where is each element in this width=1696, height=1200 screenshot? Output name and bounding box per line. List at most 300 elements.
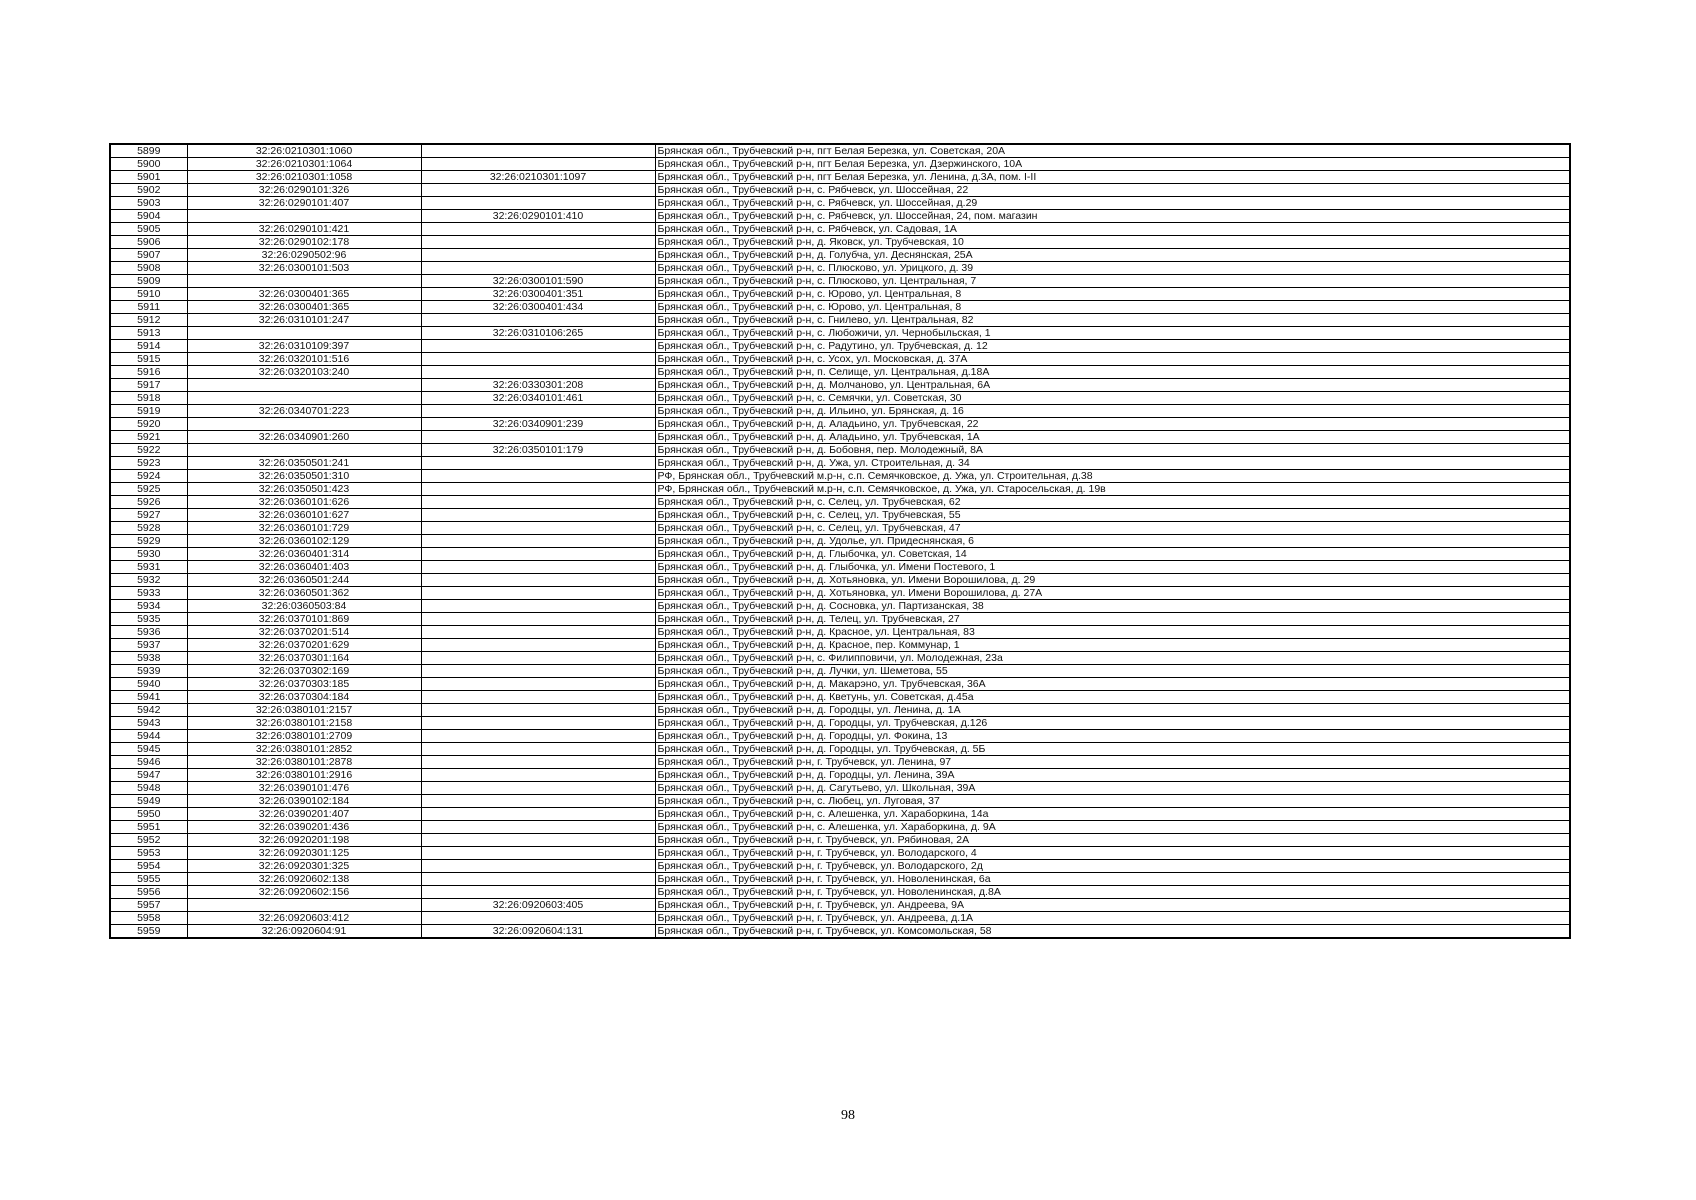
table-row <box>110 626 1570 639</box>
building-cadastral-number-cell <box>421 743 655 756</box>
address-cell: Брянская обл., Трубчевский р-н, с. Рябчевск, ул. Шоссейная, 24, пом. магазин <box>655 210 1570 223</box>
row-number-cell: 5917 <box>110 379 187 392</box>
land-cadastral-number-cell: 32:26:0300401:365 <box>187 301 421 314</box>
table-row <box>110 704 1570 717</box>
table-row <box>110 496 1570 509</box>
building-cadastral-number-cell <box>421 613 655 626</box>
table-row <box>110 717 1570 730</box>
table-row <box>110 470 1570 483</box>
address-cell: Брянская обл., Трубчевский р-н, г. Трубчевск, ул. Володарского, 4 <box>655 847 1570 860</box>
row-number-cell: 5957 <box>110 899 187 912</box>
building-cadastral-number-cell <box>421 353 655 366</box>
table-row <box>110 743 1570 756</box>
table-row <box>110 925 1570 939</box>
address-cell: Брянская обл., Трубчевский р-н, д. Городцы, ул. Трубчевская, д. 5Б <box>655 743 1570 756</box>
row-number-cell: 5906 <box>110 236 187 249</box>
building-cadastral-number-cell <box>421 236 655 249</box>
row-number-cell: 5912 <box>110 314 187 327</box>
table-row <box>110 886 1570 899</box>
building-cadastral-number-cell <box>421 795 655 808</box>
table-row <box>110 769 1570 782</box>
row-number-cell: 5952 <box>110 834 187 847</box>
address-cell: Брянская обл., Трубчевский р-н, с. Плюсково, ул. Урицкого, д. 39 <box>655 262 1570 275</box>
address-cell: Брянская обл., Трубчевский р-н, г. Трубчевск, ул. Ленина, 97 <box>655 756 1570 769</box>
address-cell: Брянская обл., Трубчевский р-н, пгт Белая Березка, ул. Советская, 20А <box>655 144 1570 158</box>
land-cadastral-number-cell: 32:26:0360501:362 <box>187 587 421 600</box>
row-number-cell: 5902 <box>110 184 187 197</box>
land-cadastral-number-cell: 32:26:0350501:241 <box>187 457 421 470</box>
table-row <box>110 665 1570 678</box>
land-cadastral-number-cell: 32:26:0320103:240 <box>187 366 421 379</box>
row-number-cell: 5901 <box>110 171 187 184</box>
land-cadastral-number-cell: 32:26:0920201:198 <box>187 834 421 847</box>
row-number-cell: 5903 <box>110 197 187 210</box>
address-cell: Брянская обл., Трубчевский р-н, д. Удолье, ул. Придеснянская, 6 <box>655 535 1570 548</box>
address-cell: Брянская обл., Трубчевский р-н, г. Трубчевск, ул. Комсомольская, 58 <box>655 925 1570 939</box>
building-cadastral-number-cell: 32:26:0300401:434 <box>421 301 655 314</box>
building-cadastral-number-cell <box>421 144 655 158</box>
building-cadastral-number-cell <box>421 483 655 496</box>
row-number-cell: 5923 <box>110 457 187 470</box>
table-row <box>110 171 1570 184</box>
land-cadastral-number-cell: 32:26:0380101:2158 <box>187 717 421 730</box>
table-row <box>110 379 1570 392</box>
land-cadastral-number-cell <box>187 210 421 223</box>
table-row <box>110 288 1570 301</box>
land-cadastral-number-cell: 32:26:0360101:626 <box>187 496 421 509</box>
table-row <box>110 457 1570 470</box>
address-cell: РФ, Брянская обл., Трубчевский м.р-н, с.п. Семячковское, д. Ужа, ул. Старосельская, д. 19в <box>655 483 1570 496</box>
row-number-cell: 5933 <box>110 587 187 600</box>
address-cell: Брянская обл., Трубчевский р-н, д. Ильино, ул. Брянская, д. 16 <box>655 405 1570 418</box>
address-cell: Брянская обл., Трубчевский р-н, г. Трубчевск, ул. Новоленинская, д.8А <box>655 886 1570 899</box>
row-number-cell: 5936 <box>110 626 187 639</box>
table-row <box>110 834 1570 847</box>
land-cadastral-number-cell: 32:26:0370301:164 <box>187 652 421 665</box>
building-cadastral-number-cell <box>421 366 655 379</box>
building-cadastral-number-cell <box>421 821 655 834</box>
building-cadastral-number-cell <box>421 691 655 704</box>
address-cell: Брянская обл., Трубчевский р-н, д. Яковск, ул. Трубчевская, 10 <box>655 236 1570 249</box>
address-cell: Брянская обл., Трубчевский р-н, д. Лучки, ул. Шеметова, 55 <box>655 665 1570 678</box>
row-number-cell: 5904 <box>110 210 187 223</box>
table-row <box>110 210 1570 223</box>
address-cell: Брянская обл., Трубчевский р-н, д. Ужа, ул. Строительная, д. 34 <box>655 457 1570 470</box>
table-row <box>110 236 1570 249</box>
land-cadastral-number-cell: 32:26:0360101:627 <box>187 509 421 522</box>
land-cadastral-number-cell: 32:26:0340901:260 <box>187 431 421 444</box>
table-row <box>110 275 1570 288</box>
address-cell: Брянская обл., Трубчевский р-н, с. Гнилево, ул. Центральная, 82 <box>655 314 1570 327</box>
address-cell: Брянская обл., Трубчевский р-н, с. Любец, ул. Луговая, 37 <box>655 795 1570 808</box>
table-row <box>110 730 1570 743</box>
building-cadastral-number-cell <box>421 808 655 821</box>
building-cadastral-number-cell <box>421 873 655 886</box>
row-number-cell: 5905 <box>110 223 187 236</box>
row-number-cell: 5919 <box>110 405 187 418</box>
building-cadastral-number-cell <box>421 886 655 899</box>
building-cadastral-number-cell <box>421 431 655 444</box>
address-cell: РФ, Брянская обл., Трубчевский м.р-н, с.п. Семячковское, д. Ужа, ул. Строительная, д.38 <box>655 470 1570 483</box>
address-cell: Брянская обл., Трубчевский р-н, д. Макарэно, ул. Трубчевская, 36А <box>655 678 1570 691</box>
address-cell: Брянская обл., Трубчевский р-н, с. Любожичи, ул. Чернобыльская, 1 <box>655 327 1570 340</box>
row-number-cell: 5913 <box>110 327 187 340</box>
row-number-cell: 5927 <box>110 509 187 522</box>
land-cadastral-number-cell: 32:26:0380101:2878 <box>187 756 421 769</box>
table-row <box>110 405 1570 418</box>
table-row <box>110 431 1570 444</box>
property-registry-table <box>109 143 1571 939</box>
table-row <box>110 366 1570 379</box>
row-number-cell: 5953 <box>110 847 187 860</box>
row-number-cell: 5920 <box>110 418 187 431</box>
land-cadastral-number-cell: 32:26:0370304:184 <box>187 691 421 704</box>
building-cadastral-number-cell: 32:26:0340901:239 <box>421 418 655 431</box>
row-number-cell: 5958 <box>110 912 187 925</box>
land-cadastral-number-cell <box>187 444 421 457</box>
page-number: 98 <box>841 1108 855 1123</box>
table-row <box>110 860 1570 873</box>
building-cadastral-number-cell: 32:26:0920604:131 <box>421 925 655 939</box>
address-cell: Брянская обл., Трубчевский р-н, с. Усох, ул. Московская, д. 37А <box>655 353 1570 366</box>
table-row <box>110 587 1570 600</box>
address-cell: Брянская обл., Трубчевский р-н, с. Плюсково, ул. Центральная, 7 <box>655 275 1570 288</box>
address-cell: Брянская обл., Трубчевский р-н, д. Телец, ул. Трубчевская, 27 <box>655 613 1570 626</box>
building-cadastral-number-cell <box>421 470 655 483</box>
address-cell: Брянская обл., Трубчевский р-н, с. Селец, ул. Трубчевская, 55 <box>655 509 1570 522</box>
building-cadastral-number-cell <box>421 704 655 717</box>
row-number-cell: 5935 <box>110 613 187 626</box>
address-cell: Брянская обл., Трубчевский р-н, г. Трубчевск, ул. Рябиновая, 2А <box>655 834 1570 847</box>
address-cell: Брянская обл., Трубчевский р-н, д. Городцы, ул. Фокина, 13 <box>655 730 1570 743</box>
building-cadastral-number-cell <box>421 197 655 210</box>
land-cadastral-number-cell: 32:26:0210301:1058 <box>187 171 421 184</box>
building-cadastral-number-cell <box>421 678 655 691</box>
building-cadastral-number-cell <box>421 860 655 873</box>
address-cell: Брянская обл., Трубчевский р-н, д. Кветунь, ул. Советская, д.45а <box>655 691 1570 704</box>
table-row <box>110 314 1570 327</box>
row-number-cell: 5938 <box>110 652 187 665</box>
table-row <box>110 184 1570 197</box>
land-cadastral-number-cell: 32:26:0300401:365 <box>187 288 421 301</box>
building-cadastral-number-cell <box>421 730 655 743</box>
address-cell: Брянская обл., Трубчевский р-н, г. Трубчевск, ул. Новоленинская, 6а <box>655 873 1570 886</box>
registry-table-body <box>110 144 1570 938</box>
row-number-cell: 5925 <box>110 483 187 496</box>
table-row <box>110 795 1570 808</box>
table-row <box>110 392 1570 405</box>
address-cell: Брянская обл., Трубчевский р-н, с. Селец, ул. Трубчевская, 62 <box>655 496 1570 509</box>
address-cell: Брянская обл., Трубчевский р-н, с. Юрово, ул. Центральная, 8 <box>655 288 1570 301</box>
building-cadastral-number-cell <box>421 626 655 639</box>
address-cell: Брянская обл., Трубчевский р-н, с. Радутино, ул. Трубчевская, д. 12 <box>655 340 1570 353</box>
table-row <box>110 821 1570 834</box>
table-row <box>110 223 1570 236</box>
address-cell: Брянская обл., Трубчевский р-н, г. Трубчевск, ул. Володарского, 2д <box>655 860 1570 873</box>
table-row <box>110 418 1570 431</box>
table-row <box>110 652 1570 665</box>
building-cadastral-number-cell: 32:26:0310106:265 <box>421 327 655 340</box>
table-row <box>110 613 1570 626</box>
building-cadastral-number-cell <box>421 769 655 782</box>
address-cell: Брянская обл., Трубчевский р-н, с. Рябчевск, ул. Шоссейная, д.29 <box>655 197 1570 210</box>
row-number-cell: 5907 <box>110 249 187 262</box>
building-cadastral-number-cell <box>421 600 655 613</box>
land-cadastral-number-cell <box>187 392 421 405</box>
land-cadastral-number-cell: 32:26:0310101:247 <box>187 314 421 327</box>
table-row <box>110 574 1570 587</box>
address-cell: Брянская обл., Трубчевский р-н, с. Семячки, ул. Советская, 30 <box>655 392 1570 405</box>
land-cadastral-number-cell: 32:26:0290101:421 <box>187 223 421 236</box>
building-cadastral-number-cell <box>421 847 655 860</box>
land-cadastral-number-cell: 32:26:0210301:1060 <box>187 144 421 158</box>
land-cadastral-number-cell: 32:26:0360101:729 <box>187 522 421 535</box>
building-cadastral-number-cell <box>421 717 655 730</box>
building-cadastral-number-cell: 32:26:0920603:405 <box>421 899 655 912</box>
row-number-cell: 5941 <box>110 691 187 704</box>
row-number-cell: 5909 <box>110 275 187 288</box>
table-row <box>110 548 1570 561</box>
address-cell: Брянская обл., Трубчевский р-н, с. Алешенка, ул. Хараборкина, д. 9А <box>655 821 1570 834</box>
table-row <box>110 444 1570 457</box>
address-cell: Брянская обл., Трубчевский р-н, с. Селец, ул. Трубчевская, 47 <box>655 522 1570 535</box>
building-cadastral-number-cell: 32:26:0340101:461 <box>421 392 655 405</box>
building-cadastral-number-cell <box>421 561 655 574</box>
land-cadastral-number-cell: 32:26:0300101:503 <box>187 262 421 275</box>
row-number-cell: 5959 <box>110 925 187 939</box>
row-number-cell: 5931 <box>110 561 187 574</box>
building-cadastral-number-cell: 32:26:0350101:179 <box>421 444 655 457</box>
row-number-cell: 5900 <box>110 158 187 171</box>
building-cadastral-number-cell <box>421 262 655 275</box>
building-cadastral-number-cell <box>421 405 655 418</box>
row-number-cell: 5924 <box>110 470 187 483</box>
land-cadastral-number-cell: 32:26:0920301:325 <box>187 860 421 873</box>
building-cadastral-number-cell <box>421 522 655 535</box>
row-number-cell: 5922 <box>110 444 187 457</box>
building-cadastral-number-cell <box>421 548 655 561</box>
table-row <box>110 522 1570 535</box>
land-cadastral-number-cell: 32:26:0920301:125 <box>187 847 421 860</box>
building-cadastral-number-cell <box>421 535 655 548</box>
land-cadastral-number-cell <box>187 275 421 288</box>
row-number-cell: 5915 <box>110 353 187 366</box>
row-number-cell: 5950 <box>110 808 187 821</box>
land-cadastral-number-cell: 32:26:0390102:184 <box>187 795 421 808</box>
row-number-cell: 5934 <box>110 600 187 613</box>
table-row <box>110 535 1570 548</box>
land-cadastral-number-cell: 32:26:0360102:129 <box>187 535 421 548</box>
land-cadastral-number-cell: 32:26:0920602:138 <box>187 873 421 886</box>
land-cadastral-number-cell: 32:26:0370201:629 <box>187 639 421 652</box>
address-cell: Брянская обл., Трубчевский р-н, д. Городцы, ул. Ленина, 39А <box>655 769 1570 782</box>
land-cadastral-number-cell: 32:26:0290502:96 <box>187 249 421 262</box>
address-cell: Брянская обл., Трубчевский р-н, д. Сосновка, ул. Партизанская, 38 <box>655 600 1570 613</box>
address-cell: Брянская обл., Трубчевский р-н, п. Селище, ул. Центральная, д.18А <box>655 366 1570 379</box>
table-row <box>110 483 1570 496</box>
table-row <box>110 847 1570 860</box>
table-row <box>110 197 1570 210</box>
building-cadastral-number-cell <box>421 314 655 327</box>
row-number-cell: 5955 <box>110 873 187 886</box>
row-number-cell: 5943 <box>110 717 187 730</box>
land-cadastral-number-cell: 32:26:0290101:326 <box>187 184 421 197</box>
land-cadastral-number-cell: 32:26:0380101:2709 <box>187 730 421 743</box>
row-number-cell: 5926 <box>110 496 187 509</box>
row-number-cell: 5929 <box>110 535 187 548</box>
address-cell: Брянская обл., Трубчевский р-н, с. Филипповичи, ул. Молодежная, 23а <box>655 652 1570 665</box>
row-number-cell: 5951 <box>110 821 187 834</box>
land-cadastral-number-cell: 32:26:0340701:223 <box>187 405 421 418</box>
address-cell: Брянская обл., Трубчевский р-н, г. Трубчевск, ул. Андреева, 9А <box>655 899 1570 912</box>
building-cadastral-number-cell <box>421 652 655 665</box>
address-cell: Брянская обл., Трубчевский р-н, с. Рябчевск, ул. Шоссейная, 22 <box>655 184 1570 197</box>
row-number-cell: 5954 <box>110 860 187 873</box>
table-row <box>110 691 1570 704</box>
address-cell: Брянская обл., Трубчевский р-н, с. Алешенка, ул. Хараборкина, 14а <box>655 808 1570 821</box>
land-cadastral-number-cell: 32:26:0350501:423 <box>187 483 421 496</box>
row-number-cell: 5942 <box>110 704 187 717</box>
row-number-cell: 5918 <box>110 392 187 405</box>
land-cadastral-number-cell <box>187 418 421 431</box>
address-cell: Брянская обл., Трубчевский р-н, д. Хотьяновка, ул. Имени Ворошилова, д. 29 <box>655 574 1570 587</box>
land-cadastral-number-cell: 32:26:0370303:185 <box>187 678 421 691</box>
address-cell: Брянская обл., Трубчевский р-н, д. Аладьино, ул. Трубчевская, 1А <box>655 431 1570 444</box>
address-cell: Брянская обл., Трубчевский р-н, д. Глыбочка, ул. Имени Постевого, 1 <box>655 561 1570 574</box>
address-cell: Брянская обл., Трубчевский р-н, с. Юрово, ул. Центральная, 8 <box>655 301 1570 314</box>
address-cell: Брянская обл., Трубчевский р-н, д. Бобовня, пер. Молодежный, 8А <box>655 444 1570 457</box>
land-cadastral-number-cell: 32:26:0320101:516 <box>187 353 421 366</box>
building-cadastral-number-cell: 32:26:0300101:590 <box>421 275 655 288</box>
table-row <box>110 808 1570 821</box>
building-cadastral-number-cell: 32:26:0290101:410 <box>421 210 655 223</box>
table-row <box>110 340 1570 353</box>
row-number-cell: 5939 <box>110 665 187 678</box>
address-cell: Брянская обл., Трубчевский р-н, г. Трубчевск, ул. Андреева, д.1А <box>655 912 1570 925</box>
land-cadastral-number-cell: 32:26:0360401:314 <box>187 548 421 561</box>
row-number-cell: 5911 <box>110 301 187 314</box>
row-number-cell: 5928 <box>110 522 187 535</box>
land-cadastral-number-cell: 32:26:0360501:244 <box>187 574 421 587</box>
building-cadastral-number-cell: 32:26:0210301:1097 <box>421 171 655 184</box>
address-cell: Брянская обл., Трубчевский р-н, д. Городцы, ул. Трубчевская, д.126 <box>655 717 1570 730</box>
land-cadastral-number-cell: 32:26:0290102:178 <box>187 236 421 249</box>
land-cadastral-number-cell: 32:26:0380101:2916 <box>187 769 421 782</box>
address-cell: Брянская обл., Трубчевский р-н, д. Городцы, ул. Ленина, д. 1А <box>655 704 1570 717</box>
table-row <box>110 301 1570 314</box>
building-cadastral-number-cell <box>421 834 655 847</box>
land-cadastral-number-cell <box>187 899 421 912</box>
row-number-cell: 5940 <box>110 678 187 691</box>
row-number-cell: 5956 <box>110 886 187 899</box>
building-cadastral-number-cell <box>421 756 655 769</box>
table-row <box>110 600 1570 613</box>
address-cell: Брянская обл., Трубчевский р-н, д. Молчаново, ул. Центральная, 6А <box>655 379 1570 392</box>
building-cadastral-number-cell: 32:26:0300401:351 <box>421 288 655 301</box>
table-row <box>110 782 1570 795</box>
table-row <box>110 639 1570 652</box>
table-row <box>110 561 1570 574</box>
row-number-cell: 5908 <box>110 262 187 275</box>
building-cadastral-number-cell <box>421 574 655 587</box>
table-row <box>110 158 1570 171</box>
row-number-cell: 5930 <box>110 548 187 561</box>
land-cadastral-number-cell: 32:26:0370201:514 <box>187 626 421 639</box>
land-cadastral-number-cell: 32:26:0350501:310 <box>187 470 421 483</box>
building-cadastral-number-cell <box>421 457 655 470</box>
building-cadastral-number-cell <box>421 158 655 171</box>
row-number-cell: 5946 <box>110 756 187 769</box>
land-cadastral-number-cell: 32:26:0310109:397 <box>187 340 421 353</box>
table-row <box>110 873 1570 886</box>
table-row <box>110 509 1570 522</box>
address-cell: Брянская обл., Трубчевский р-н, с. Рябчевск, ул. Садовая, 1А <box>655 223 1570 236</box>
table-row <box>110 912 1570 925</box>
land-cadastral-number-cell <box>187 327 421 340</box>
land-cadastral-number-cell: 32:26:0390201:407 <box>187 808 421 821</box>
row-number-cell: 5899 <box>110 144 187 158</box>
address-cell: Брянская обл., Трубчевский р-н, д. Сагутьево, ул. Школьная, 39А <box>655 782 1570 795</box>
land-cadastral-number-cell: 32:26:0210301:1064 <box>187 158 421 171</box>
building-cadastral-number-cell <box>421 665 655 678</box>
land-cadastral-number-cell: 32:26:0380101:2157 <box>187 704 421 717</box>
table-row <box>110 353 1570 366</box>
land-cadastral-number-cell <box>187 379 421 392</box>
building-cadastral-number-cell <box>421 782 655 795</box>
address-cell: Брянская обл., Трубчевский р-н, д. Глыбочка, ул. Советская, 14 <box>655 548 1570 561</box>
land-cadastral-number-cell: 32:26:0290101:407 <box>187 197 421 210</box>
building-cadastral-number-cell <box>421 509 655 522</box>
land-cadastral-number-cell: 32:26:0370101:869 <box>187 613 421 626</box>
row-number-cell: 5947 <box>110 769 187 782</box>
row-number-cell: 5948 <box>110 782 187 795</box>
address-cell: Брянская обл., Трубчевский р-н, д. Хотьяновка, ул. Имени Ворошилова, д. 27А <box>655 587 1570 600</box>
address-cell: Брянская обл., Трубчевский р-н, пгт Белая Березка, ул. Дзержинского, 10А <box>655 158 1570 171</box>
building-cadastral-number-cell <box>421 496 655 509</box>
land-cadastral-number-cell: 32:26:0920604:91 <box>187 925 421 939</box>
table-row <box>110 899 1570 912</box>
building-cadastral-number-cell <box>421 223 655 236</box>
land-cadastral-number-cell: 32:26:0390201:436 <box>187 821 421 834</box>
building-cadastral-number-cell <box>421 249 655 262</box>
land-cadastral-number-cell: 32:26:0920603:412 <box>187 912 421 925</box>
address-cell: Брянская обл., Трубчевский р-н, д. Голубча, ул. Деснянская, 25А <box>655 249 1570 262</box>
address-cell: Брянская обл., Трубчевский р-н, д. Красное, пер. Коммунар, 1 <box>655 639 1570 652</box>
land-cadastral-number-cell: 32:26:0360401:403 <box>187 561 421 574</box>
building-cadastral-number-cell <box>421 340 655 353</box>
row-number-cell: 5937 <box>110 639 187 652</box>
table-row <box>110 678 1570 691</box>
address-cell: Брянская обл., Трубчевский р-н, пгт Белая Березка, ул. Ленина, д.3А, пом. I-II <box>655 171 1570 184</box>
row-number-cell: 5949 <box>110 795 187 808</box>
table-row <box>110 249 1570 262</box>
row-number-cell: 5910 <box>110 288 187 301</box>
table-row <box>110 756 1570 769</box>
row-number-cell: 5945 <box>110 743 187 756</box>
table-row <box>110 144 1570 158</box>
address-cell: Брянская обл., Трубчевский р-н, д. Красное, ул. Центральная, 83 <box>655 626 1570 639</box>
row-number-cell: 5921 <box>110 431 187 444</box>
land-cadastral-number-cell: 32:26:0380101:2852 <box>187 743 421 756</box>
row-number-cell: 5916 <box>110 366 187 379</box>
row-number-cell: 5944 <box>110 730 187 743</box>
building-cadastral-number-cell <box>421 184 655 197</box>
row-number-cell: 5932 <box>110 574 187 587</box>
building-cadastral-number-cell <box>421 639 655 652</box>
table-row <box>110 262 1570 275</box>
land-cadastral-number-cell: 32:26:0360503:84 <box>187 600 421 613</box>
building-cadastral-number-cell: 32:26:0330301:208 <box>421 379 655 392</box>
